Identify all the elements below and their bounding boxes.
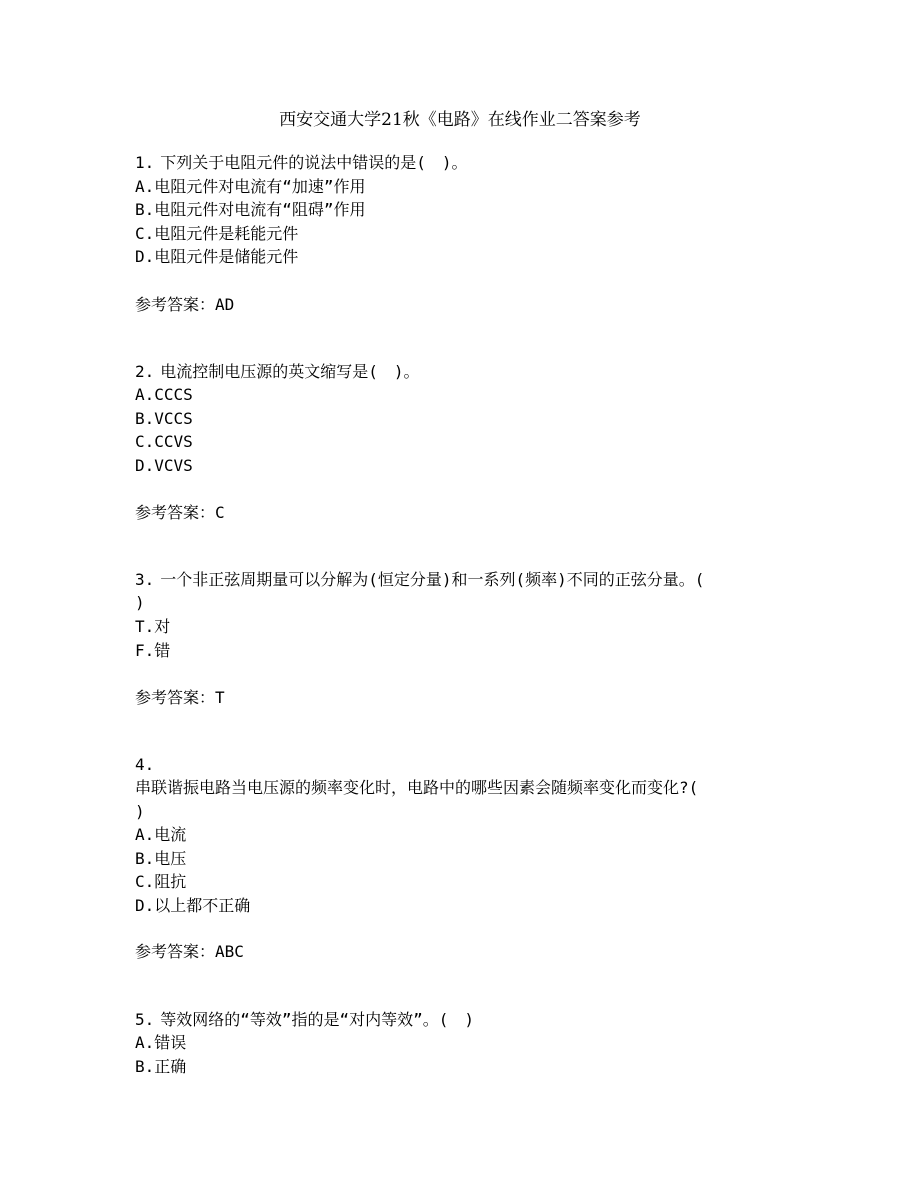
question-5-text: 等效网络的“等效”指的是“对内等效”。( ) <box>160 1010 475 1029</box>
document-title: 西安交通大学21秋《电路》在线作业二答案参考 <box>279 110 641 130</box>
question-1-answer-value: AD <box>215 295 235 314</box>
question-1-number: 1. <box>135 153 155 172</box>
question-3-number: 3. <box>135 570 155 589</box>
question-2-number: 2. <box>135 362 155 381</box>
question-2-text: 电流控制电压源的英文缩写是( )。 <box>160 362 420 381</box>
question-3-answer-value: T <box>215 688 225 707</box>
question-5-option-a: A.错误 <box>135 1033 187 1052</box>
question-4-answer-value: ABC <box>215 942 244 961</box>
answer-label: 参考答案： <box>135 503 216 522</box>
question-2-option-d: D.VCVS <box>135 456 193 475</box>
question-3-answer <box>135 687 225 709</box>
question-4-option-a: A.电流 <box>135 825 187 844</box>
question-2-answer <box>135 502 225 524</box>
question-1-option-a: A.电阻元件对电流有“加速”作用 <box>135 177 366 196</box>
question-4-option-c: C.阻抗 <box>135 872 187 891</box>
answer-label: 参考答案： <box>135 688 216 707</box>
question-4-option-b: B.电压 <box>135 849 187 868</box>
question-2-stem <box>135 361 420 383</box>
answer-label: 参考答案： <box>135 942 216 961</box>
question-5-stem <box>135 1009 474 1031</box>
question-2-answer-value: C <box>215 503 225 522</box>
question-1-answer <box>135 294 234 316</box>
question-5-option-b: B.正确 <box>135 1057 187 1076</box>
question-5-number: 5. <box>135 1010 155 1029</box>
question-3-option-f: F.错 <box>135 641 171 660</box>
question-3-stem-continued: ) <box>135 593 145 612</box>
question-4-option-d: D.以上都不正确 <box>135 896 251 915</box>
question-2-option-a: A.CCCS <box>135 385 193 404</box>
question-3-option-t: T.对 <box>135 617 171 636</box>
question-1-text: 下列关于电阻元件的说法中错误的是( )。 <box>160 153 468 172</box>
question-1-stem <box>135 152 468 174</box>
question-2-option-c: C.CCVS <box>135 432 193 451</box>
question-2-option-b: B.VCCS <box>135 409 193 428</box>
question-1-option-b: B.电阻元件对电流有“阻碍”作用 <box>135 200 366 219</box>
question-3-text: 一个非正弦周期量可以分解为(恒定分量)和一系列(频率)不同的正弦分量。( <box>160 570 705 589</box>
question-4-stem-continued: ) <box>135 802 145 821</box>
question-3-stem <box>135 569 704 591</box>
question-4-answer <box>135 941 244 963</box>
question-4-number: 4. <box>135 755 155 774</box>
question-1-option-c: C.电阻元件是耗能元件 <box>135 224 299 243</box>
question-1-option-d: D.电阻元件是储能元件 <box>135 247 299 266</box>
question-4-text: 串联谐振电路当电压源的频率变化时，电路中的哪些因素会随频率变化而变化?( <box>135 778 699 797</box>
answer-label: 参考答案： <box>135 295 216 314</box>
